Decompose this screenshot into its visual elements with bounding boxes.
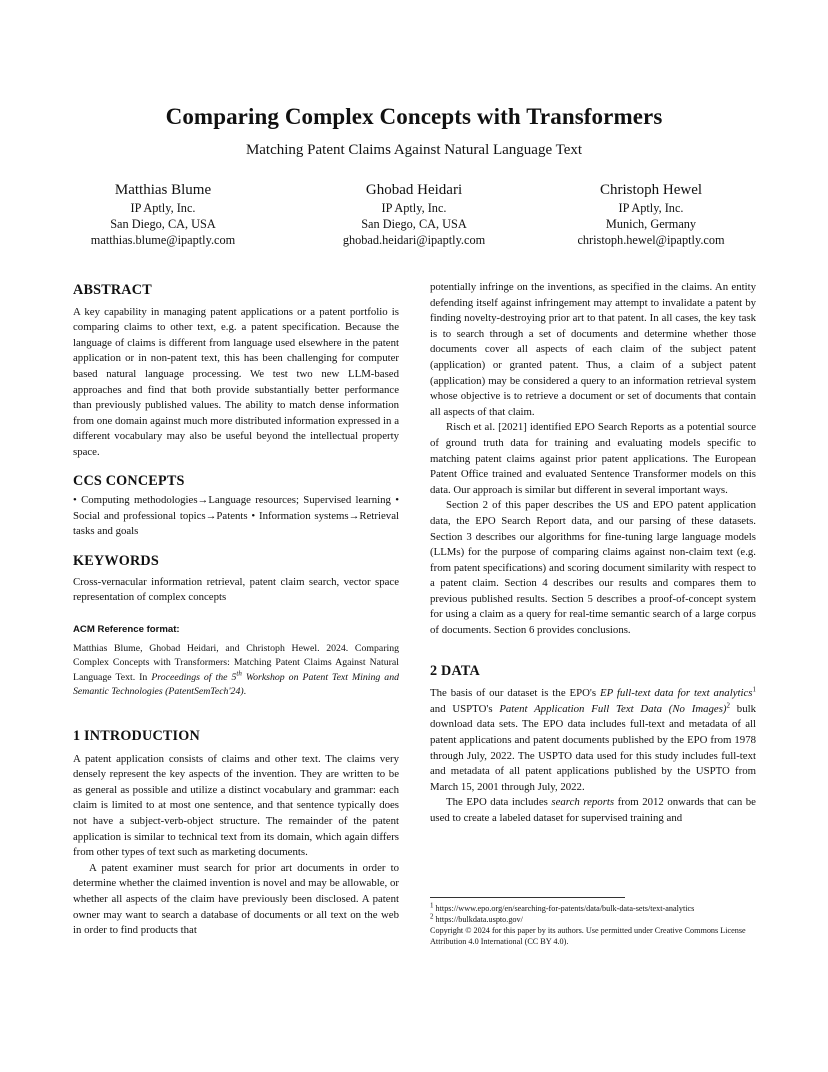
acm-reference-italic: Workshop on Patent Text Mining and Semantic Technologies (PatentSemTech'24) — [73, 671, 399, 697]
author-name: Ghobad Heidari — [365, 182, 463, 198]
footnote-ref: 1 — [752, 685, 756, 694]
acm-reference-heading: ACM Reference format: — [73, 623, 180, 635]
author-email: christoph.hewel@ipaptly.com — [577, 233, 725, 247]
footnote-number: 2 — [430, 912, 434, 921]
intro-paragraph: A patent examiner must search for prior art documents in order to determine whether the claimed invention is novel and may be allowable, or whether all aspects of the claim have previously been disclosed. A patent owner may want to search a database of documents or all text on the web in order to find products that — [73, 861, 399, 937]
ccs-heading: CCS CONCEPTS — [73, 472, 185, 489]
footnote-link[interactable]: https://www.epo.org/en/searching-for-patents/data/bulk-data-sets/text-analytics — [433, 904, 695, 913]
author-email: ghobad.heidari@ipaptly.com — [342, 233, 486, 247]
acm-reference-text — [73, 642, 399, 699]
abstract-text: A key capability in managing patent applications or a patent portfolio is comparing claims to other text, e.g. a patent specification. Because the language of claims is different from language used elsewhere in the patent application or in non-patent text, this has been challenging for computer based natural language processing. We test two new LLM-based approaches and find that both provide substantially better performance than previously published values. The ability to match dense information from one domain against much more distributed information expressed in a different vocabulary may also be useful beyond the intellectual property space. — [73, 305, 399, 458]
body-paragraph: Section 2 of this paper describes the US and EPO patent application data, the EPO Search Report data, and our parsing of these datasets. Section 3 describes our algorithms for fine-tuning large language models (LLMs) for the purpose of comparing claims against non-claim text (e.g. from patent specifications) and scoring document similarity with respect to a patent claim. Section 4 describes our results and compares them to previous published results. Section 5 describes a proof-of-concept system for using a claim as a query for real-time semantic search of a large corpus of documents. Section 6 provides conclusions. — [430, 499, 756, 637]
keywords-text: Cross-vernacular information retrieval, patent claim search, vector space representation of complex concepts — [73, 575, 399, 604]
introduction-heading: 1 INTRODUCTION — [73, 728, 200, 745]
footnotes — [430, 903, 760, 947]
body-paragraph: potentially infringe on the inventions, as specified in the claims. An entity defending itself against infringement may attempt to invalidate a patent by finding novelty-destroying prior art to that patent. In all cases, the key task is to search through a set of documents and determine whether those documents cover all aspects of each claim of the subject patent (application) or granted patent. Thus, a claim of a subject patent (application) may be considered a query to an information retrieval system whose objective is to retrieve a document or set of documents that contain all aspects of that claim. — [430, 281, 756, 418]
paper-subtitle: Matching Patent Claims Against Natural Language Text — [245, 142, 583, 158]
data-paragraph — [430, 686, 756, 795]
data-section-heading: 2 DATA — [430, 662, 480, 679]
author-org: IP Aptly, Inc. — [130, 201, 196, 215]
author-name: Matthias Blume — [114, 182, 212, 198]
author-block — [33, 181, 293, 248]
abstract-heading: ABSTRACT — [73, 282, 152, 298]
acm-reference-sup: th — [236, 669, 242, 678]
acm-reference-end: . — [243, 685, 247, 697]
acm-reference-plain: Matthias Blume, Ghobad Heidari, and Christoph Hewel. 2024. Comparing Complex Concepts with Transformers: Matching Patent Claims Against Natural Language Text. In — [73, 643, 399, 683]
footnote — [430, 903, 760, 914]
author-block — [284, 181, 544, 248]
author-location: San Diego, CA, USA — [110, 217, 216, 231]
data-text: bulk download data sets. The EPO data includes full-text and metadata of all patent applications and patent documents published by the EPO from 1978 through July, 2022. The USPTO data used for this study includes full-text and metadata of all patent applications published by the USPTO from March 15, 2001 through July, 2022. — [430, 702, 756, 793]
data-paragraph — [430, 795, 756, 826]
author-org: IP Aptly, Inc. — [381, 201, 447, 215]
data-text: and USPTO's — [430, 702, 500, 715]
left-column — [73, 280, 399, 939]
footnote-ref: 2 — [726, 701, 731, 710]
author-block — [521, 181, 781, 248]
data-text: The basis of our dataset is the EPO's — [430, 687, 600, 700]
data-text: from 2012 onwards that can be used to create a labeled dataset for supervised training and — [430, 796, 756, 824]
data-text: The EPO data includes — [446, 796, 552, 809]
ccs-text: • Computing methodologies→Language resources; Supervised learning • Social and professional topics→Patents • Information systems→Retrieval tasks and goals — [73, 494, 399, 538]
author-location: San Diego, CA, USA — [361, 217, 467, 231]
footnote — [430, 914, 760, 925]
author-location: Munich, Germany — [605, 217, 697, 231]
author-email: matthias.blume@ipaptly.com — [90, 233, 236, 247]
right-column — [430, 280, 756, 827]
footnote-divider — [430, 897, 625, 898]
data-text-italic: EP full-text data for text analytics — [599, 687, 753, 700]
footnote-link[interactable]: https://bulkdata.uspto.gov/ — [433, 915, 523, 924]
data-text-italic: search reports — [551, 796, 615, 809]
author-org: IP Aptly, Inc. — [618, 201, 684, 215]
body-paragraph: Risch et al. [2021] identified EPO Search Reports as a potential source of ground truth data for training and evaluating models specific to matching patent claims against prior patent applications. The European Patent Office trained and evaluated Sentence Transformer models on this data. Our approach is similar but different in several important ways. — [430, 421, 756, 496]
paper-title: Comparing Complex Concepts with Transformers — [165, 104, 663, 129]
footnote-number: 1 — [430, 901, 434, 910]
keywords-heading: KEYWORDS — [73, 552, 159, 569]
data-text-italic: Patent Application Full Text Data (No Images) — [499, 702, 727, 715]
copyright-notice: Copyright © 2024 for this paper by its authors. Use permitted under Creative Commons License Attribution 4.0 International (CC BY 4.0). — [430, 926, 746, 946]
acm-reference-italic: Proceedings of the 5 — [151, 671, 237, 683]
author-name: Christoph Hewel — [599, 182, 703, 198]
intro-paragraph: A patent application consists of claims and other text. The claims very densely represent the key aspects of the invention. They are written to be as general as possible and utilize a distinct vocabulary and grammar: each claim is limited to at most one sentence, and that sentence typically does not have a subject-verb-object structure. The remainder of the patent application is similar to technical text from its domain, which again differs from other types of text such as marketing documents. — [73, 752, 399, 859]
